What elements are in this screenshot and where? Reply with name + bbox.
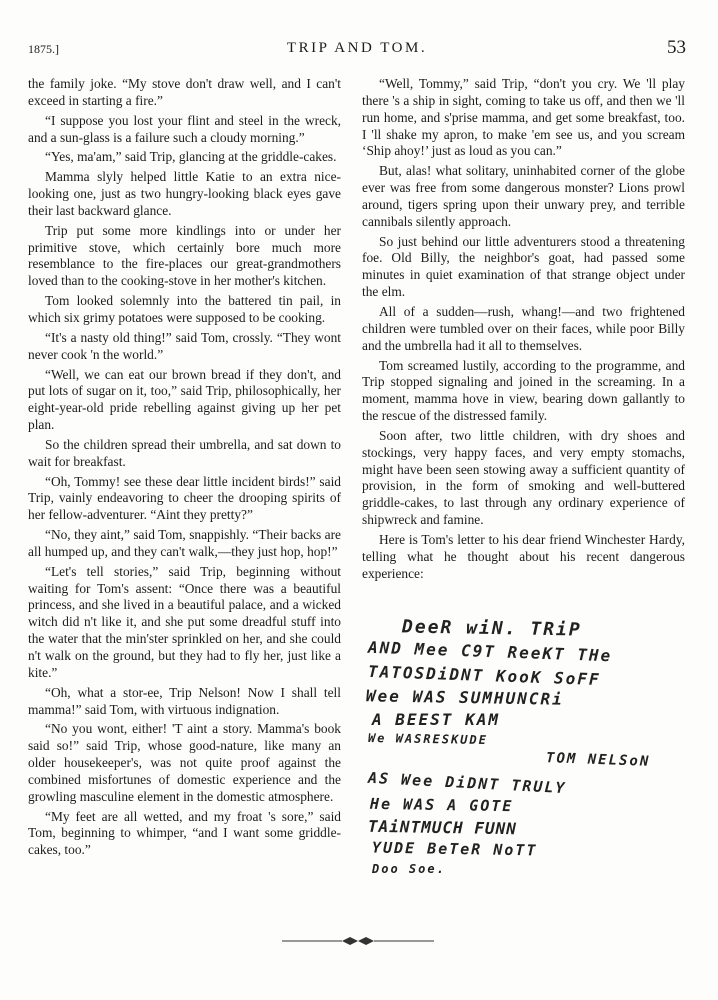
paragraph: “Well, Tommy,” said Trip, “don't you cry. We 'll play there 's a ship in sight, coming to take us off, and then we 'll run home, and s'prise mamma, and get some breakfast, too. I 'll shake my apron, to make 'em see us, and you scream ‘Ship ahoy!’ just as loud as you can.” [362,76,685,159]
tailpiece-ornament [278,934,438,948]
paragraph: “Yes, ma'am,” said Trip, glancing at the griddle-cakes. [45,149,337,165]
paragraph: But, alas! what solitary, uninhabited corner of the globe ever was free from some dangerous monster? Lions prowl around, tigers spring upon their unwary prey, and terrible cannibals silently approach. [362,163,685,229]
paragraph: Soon after, two little children, with dry shoes and stockings, very happy faces, and very empty stomachs, might have been seen stowing away a sufficient quantity of provision, in the form of smoking and well-buttered griddle-cakes, to last through any ordinary experience of shipwreck and famine. [362,427,685,528]
letter-line: AS Wee DiDNT TRULY [367,768,567,798]
letter-line: TOM NELSoN [545,750,651,770]
header-title: TRIP AND TOM. [286,40,428,56]
paragraph: “Oh, Tommy! see these dear little incident birds!” said Trip, vainly endeavoring to cheer the drooping spirits of her fellow-adventurer. “Aint they pretty?” [28,473,341,523]
letter-line: TAiNTMUCH FUNN [367,816,518,839]
paragraph: All of a sudden—rush, whang!—and two frightened children were tumbled over on their faces, while poor Billy and the umbrella had it all to themselves. [362,303,685,353]
running-header [28,38,686,58]
letter-line: Doo Soe. [372,862,446,876]
left-column [28,76,341,862]
paragraph: “My feet are all wetted, and my froat 's sore,” said Tom, beginning to whimper, “and I want some griddle-cakes, too.” [28,808,341,858]
paragraph: Tom screamed lustily, according to the programme, and Trip stopped signaling and joined in the screaming. In a moment, mamma hove in view, bearing down gallantly to the rescue of the distressed family. [362,357,685,424]
letter-line: We WASRESKUDE [367,730,489,748]
paragraph: “It's a nasty old thing!” said Tom, crossly. “They wont never cook 'n the world.” [28,329,341,362]
page-number: 53 [667,37,686,58]
letter-line: Wee WAS SUMHUNCRi [365,686,564,709]
letter-line: YUDE BeTeR NoTT [371,838,538,860]
paragraph: “No you wont, either! 'T aint a story. Mamma's book said so!” said Trip, whose good-nature, like many an older housekeeper's, was not quite proof against the combined misfortunes of domestic experience and the growling masculine element in the domestic atmosphere. [28,721,341,804]
paragraph: So the children spread their umbrella, and sat down to wait for breakfast. [28,436,341,469]
paragraph: So just behind our little adventurers stood a threatening foe. Old Billy, the neighbor's goat, had passed some minutes in quiet examination of that strange object under the elm. [362,233,685,300]
paragraph: “Oh, what a stor-ee, Trip Nelson! Now I shall tell mamma!” said Tom, with virtuous indignation. [28,684,341,717]
handwritten-letter [362,618,692,882]
paragraph: “Well, we can eat our brown bread if they don't, and put lots of sugar on it, too,” said Trip, philosophically, her eight-year-old pride rebelling against giving up her pet plan. [28,366,341,433]
letter-line: TATOSDiDNT KooK SoFF [367,661,601,690]
right-column [362,76,685,585]
letter-line: A BEEST KAM [372,710,500,729]
paragraph: “No, they aint,” said Tom, snappishly. “Their backs are all humped up, and they can't walk,—they just hop, hop!” [28,527,341,559]
header-year: 1875.] [28,42,59,56]
paragraph: Here is Tom's letter to his dear friend Winchester Hardy, telling what he thought about his recent dangerous experience: [362,531,685,581]
paragraph: the family joke. “My stove don't draw well, and I can't exceed in starting a fire.” [28,76,341,108]
paragraph: “Let's tell stories,” said Trip, beginning without waiting for Tom's assent: “Once there was a beautiful princess, and she lived in a beautiful palace, and a wicked witch did n't like it, and she put some dreadful stuff into the water that the min'ster sprinkled on her, and she could n't walk on the ground, but they had to fly her, just like a kite.” [28,563,341,680]
paragraph: “I suppose you lost your flint and steel in the wreck, and a sun-glass is a failure such a cloudy morning.” [28,112,341,145]
letter-line: AND Mee C9T ReeKT THe [367,637,613,666]
paragraph: Trip put some more kindlings into or under her primitive stove, which certainly bore much more resemblance to the fire-places our great-grandmothers loved than to the cooking-stove in her mother's kitchen. [28,222,341,289]
letter-line: DeeR wiN. TRiP [401,616,582,641]
paragraph: Tom looked solemnly into the battered tin pail, in which six grimy potatoes were supposed to be cooking. [28,293,341,325]
letter-line: He WAS A GOTE [369,794,514,816]
paragraph: Mamma slyly helped little Katie to an extra nice-looking one, just as two hungry-looking black eyes gave their last backward glance. [28,169,341,218]
